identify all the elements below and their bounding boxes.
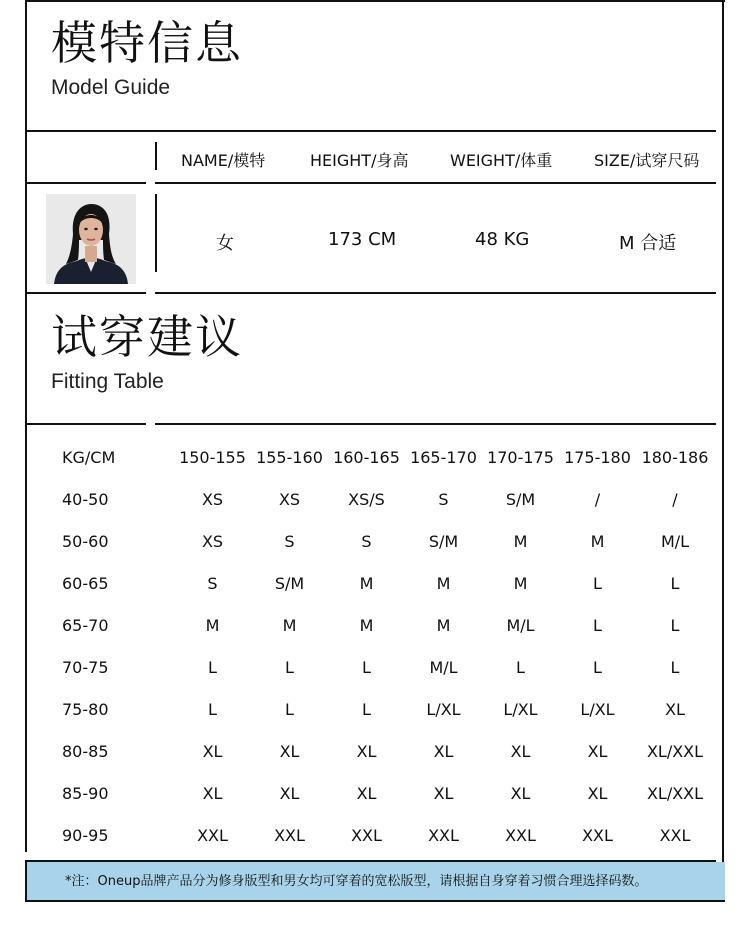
row-label: 65-70 — [62, 615, 109, 635]
fitting-table — [42, 436, 714, 856]
size-cell: XXL — [197, 825, 228, 845]
size-cell: L — [362, 699, 371, 719]
table-row — [42, 814, 714, 856]
size-cell: XXL — [274, 825, 305, 845]
column-separator — [155, 142, 157, 170]
size-cell: L — [285, 699, 294, 719]
size-cell: M/L — [429, 657, 458, 677]
size-cell: L — [208, 657, 217, 677]
corner-label: KG/CM — [62, 447, 116, 467]
size-cell: S — [284, 531, 295, 551]
size-cell: L — [362, 657, 371, 677]
size-cell: XS — [278, 489, 301, 509]
row-label: 70-75 — [62, 657, 109, 677]
value-name: 女 — [216, 233, 234, 254]
row-label: 85-90 — [62, 783, 109, 803]
size-cell: XS/S — [348, 489, 385, 509]
size-cell: S — [438, 489, 449, 509]
column-header: 155-160 — [256, 447, 323, 467]
table-row — [42, 562, 714, 604]
size-cell: XL — [202, 741, 223, 761]
divider — [155, 423, 716, 425]
size-cell: XXL — [428, 825, 459, 845]
size-cell: L — [593, 615, 602, 635]
column-header: 175-180 — [564, 447, 631, 467]
divider — [25, 182, 146, 184]
table-header-row — [42, 436, 714, 478]
size-cell: L — [670, 573, 680, 593]
size-cell: M/L — [660, 531, 690, 551]
row-label: 60-65 — [62, 573, 109, 593]
size-cell: M — [513, 531, 528, 551]
value-weight: 48 KG — [475, 229, 530, 250]
row-label: 90-95 — [62, 825, 109, 845]
size-cell: M — [359, 573, 374, 593]
table-row — [42, 688, 714, 730]
note-bottom-border — [25, 900, 725, 902]
column-header: 165-170 — [410, 447, 477, 467]
header-name: NAME/模特 — [181, 151, 266, 170]
size-cell: XL — [433, 783, 454, 803]
size-cell: XL — [665, 699, 685, 719]
fitting-table-title: 试穿建议 — [51, 310, 243, 364]
value-size: M 合适 — [619, 233, 677, 254]
model-photo — [46, 194, 136, 284]
size-cell: XXL — [351, 825, 382, 845]
row-label: 80-85 — [62, 741, 109, 761]
size-cell: XL/XXL — [646, 783, 704, 803]
divider — [25, 130, 716, 132]
table-row — [42, 772, 714, 814]
divider — [25, 292, 146, 294]
size-cell: XL — [279, 783, 300, 803]
size-cell: L/XL — [503, 699, 538, 719]
row-label: 40-50 — [62, 489, 109, 509]
size-cell: M/L — [506, 615, 535, 635]
model-portrait-illustration — [46, 194, 136, 284]
size-cell: M — [359, 615, 374, 635]
size-note: *注：Oneup品牌产品分为修身版型和男女均可穿着的宽松版型，请根据自身穿着习惯合理选择码数。 — [25, 862, 725, 902]
column-separator — [155, 194, 157, 272]
size-cell: S/M — [274, 573, 305, 593]
table-row — [42, 520, 714, 562]
model-guide-title: 模特信息 — [51, 16, 243, 70]
table-row — [42, 478, 714, 520]
divider — [155, 292, 716, 294]
size-cell: XXL — [505, 825, 536, 845]
divider — [155, 182, 716, 184]
size-cell: M — [436, 573, 451, 593]
size-cell: L — [208, 699, 217, 719]
frame-left-line — [25, 0, 27, 852]
column-header: 180-186 — [641, 447, 709, 467]
size-cell: M — [436, 615, 451, 635]
note-left-border — [25, 862, 27, 902]
size-cell: M — [205, 615, 220, 635]
size-cell: / — [594, 489, 601, 509]
model-guide-subtitle: Model Guide — [51, 76, 171, 99]
size-cell: XL — [356, 741, 377, 761]
size-cell: S/M — [428, 531, 459, 551]
size-cell: L — [593, 573, 602, 593]
size-cell: M — [282, 615, 297, 635]
table-row — [42, 604, 714, 646]
table-row — [42, 730, 714, 772]
header-weight: WEIGHT/体重 — [450, 151, 553, 170]
size-cell: XL — [279, 741, 300, 761]
size-cell: XL — [356, 783, 377, 803]
size-cell: L — [670, 657, 680, 677]
size-cell: XL — [510, 741, 531, 761]
frame-right-line — [722, 0, 724, 862]
header-height: HEIGHT/身高 — [310, 151, 409, 170]
size-cell: L/XL — [580, 699, 615, 719]
size-cell: S — [361, 531, 372, 551]
column-header: 150-155 — [179, 447, 246, 467]
size-cell: XS — [201, 489, 224, 509]
size-cell: L — [670, 615, 680, 635]
size-cell: XL — [202, 783, 223, 803]
column-header: 160-165 — [333, 447, 400, 467]
size-cell: XL — [587, 783, 608, 803]
column-header: 170-175 — [487, 447, 554, 467]
size-cell: XL — [510, 783, 531, 803]
size-cell: L — [593, 657, 602, 677]
row-label: 75-80 — [62, 699, 109, 719]
value-height: 173 CM — [328, 229, 397, 250]
divider — [25, 423, 146, 425]
frame-top-line — [25, 0, 725, 2]
size-cell: / — [672, 489, 678, 509]
header-size: SIZE/试穿尺码 — [594, 151, 700, 170]
size-cell: L — [516, 657, 525, 677]
size-cell: L/XL — [426, 699, 461, 719]
size-cell: XL — [587, 741, 608, 761]
table-row — [42, 646, 714, 688]
size-cell: XS — [201, 531, 224, 551]
size-cell: M — [590, 531, 605, 551]
size-cell: XXL — [582, 825, 613, 845]
size-cell: L — [285, 657, 294, 677]
size-cell: S — [207, 573, 218, 593]
size-cell: XL — [433, 741, 454, 761]
size-cell: XXL — [659, 825, 691, 845]
size-cell: M — [513, 573, 528, 593]
size-cell: S/M — [505, 489, 536, 509]
row-label: 50-60 — [62, 531, 109, 551]
fitting-table-subtitle: Fitting Table — [51, 370, 164, 393]
size-cell: XL/XXL — [646, 741, 704, 761]
